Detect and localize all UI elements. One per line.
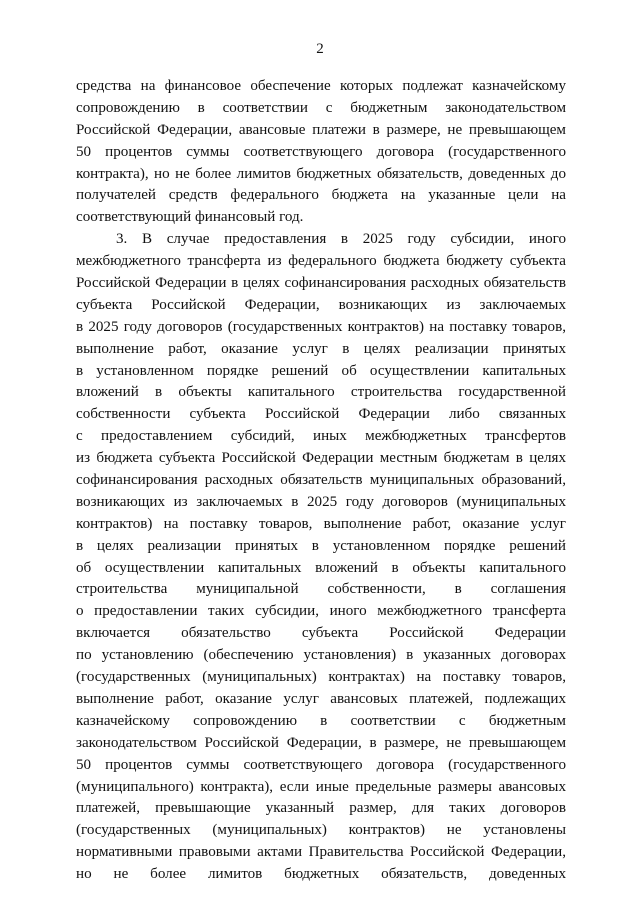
text-line: контрактов) на поставку товаров, выполнение работ, оказание услуг [76,515,566,532]
text-line: 50 процентов суммы соответствующего договора (государственного [76,756,566,773]
text-line: межбюджетного трансферта из федерального бюджета бюджету субъекта [76,253,566,270]
text-line: платежей, превышающие указанный размер, для таких договоров [76,800,566,817]
text-line: выполнение работ, оказание услуг авансовых платежей, подлежащих [76,690,566,707]
text-line: из бюджета субъекта Российской Федерации местным бюджетам в целях [76,450,566,467]
text-line: средства на финансовое обеспечение которых подлежат казначейскому [76,78,566,94]
text-line: законодательством Российской Федерации, в размере, не превышающем [76,734,566,751]
text-line: сопровождению в соответствии с бюджетным законодательством [76,99,566,116]
paragraph-last-line: соответствующий финансовый год. [76,209,304,226]
text-line: собственности субъекта Российской Федерации либо связанных [76,406,566,423]
text-line: контракта), но не более лимитов бюджетных обязательств, доведенных до [76,165,566,182]
text-line: в установленном порядке решений об осуществлении капитальных [76,362,566,379]
text-line: софинансирования расходных обязательств муниципальных образований, [76,472,566,489]
text-line: субъекта Российской Федерации, возникающих из заключаемых [76,296,566,313]
text-line: о предоставлении таких субсидии, иного межбюджетного трансферта [76,603,566,620]
text-line: 50 процентов суммы соответствующего договора (государственного [76,143,566,160]
text-line: возникающих из заключаемых в 2025 году договоров (муниципальных [76,493,566,510]
text-line: (государственных (муниципальных) контрактах) на поставку товаров, [76,669,566,686]
paragraph-first-line: 3. В случае предоставления в 2025 году субсидии, иного [116,231,566,248]
text-line: Российской Федерации, авансовые платежи в размере, не превышающем [76,121,566,138]
text-line: (муниципального) контракта), если иные предельные размеры авансовых [76,778,566,795]
text-line: в 2025 году договоров (государственных контрактов) на поставку товаров, [76,318,566,335]
text-line: выполнение работ, оказание услуг в целях реализации принятых [76,340,566,357]
text-line: включается обязательство субъекта Российской Федерации [76,625,566,642]
text-line: Российской Федерации в целях софинансирования расходных обязательств [76,275,566,292]
text-line: но не более лимитов бюджетных обязательств, доведенных [76,866,566,883]
text-line: по установлению (обеспечению установления) в указанных договорах [76,647,566,664]
text-line: казначейскому сопровождению в соответствии с бюджетным [76,712,566,729]
text-line: нормативными правовыми актами Правительства Российской Федерации, [76,844,566,861]
text-line: получателей средств федерального бюджета на указанные цели на [76,187,566,204]
text-line: в целях реализации принятых в установленном порядке решений [76,537,566,554]
text-line: строительства муниципальной собственности, в соглашения [76,581,566,598]
text-line: (государственных (муниципальных) контрактов) не установлены [76,822,566,839]
page-number: 2 [316,41,324,57]
text-line: с предоставлением субсидий, иных межбюджетных трансфертов [76,428,566,445]
text-line: об осуществлении капитальных вложений в объекты капитального [76,559,566,576]
document-body [76,76,566,886]
text-line: вложений в объекты капитального строительства государственной [76,384,566,401]
